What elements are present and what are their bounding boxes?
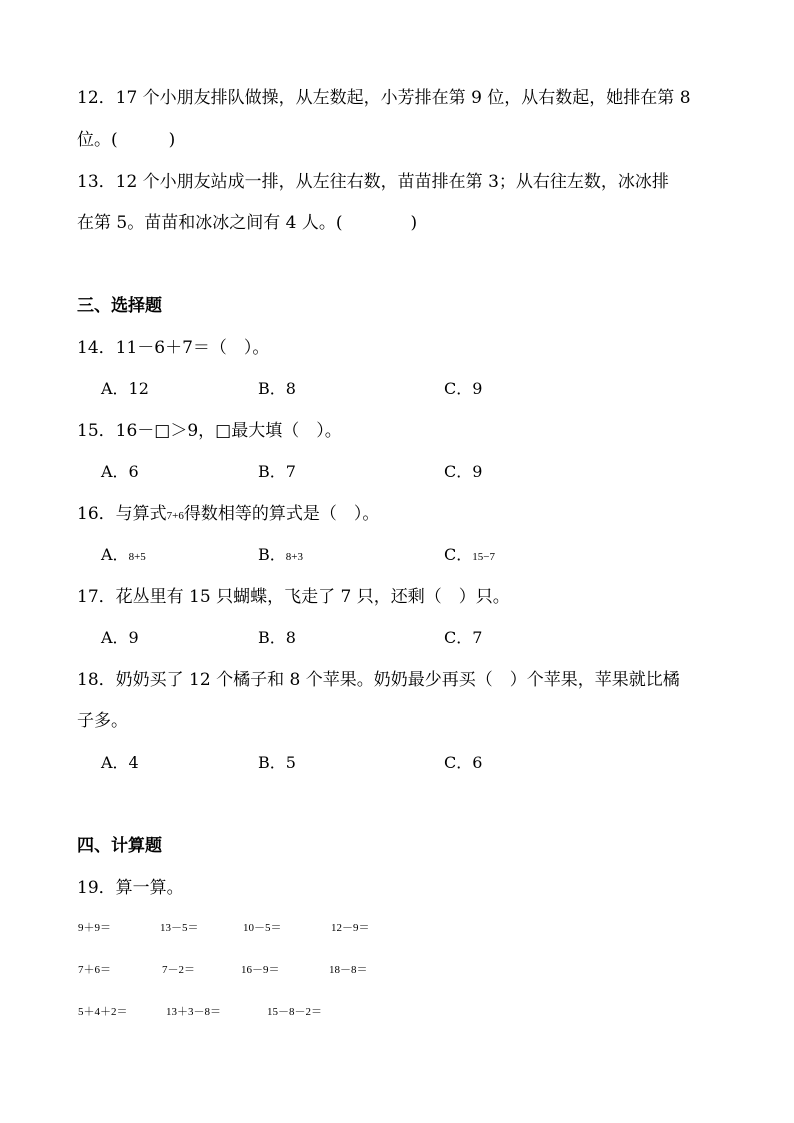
q14-option-c: C．9 bbox=[444, 379, 483, 398]
q14-stem: 14．11－6＋7＝（ ）。 bbox=[77, 338, 270, 358]
q17-option-c: C．7 bbox=[444, 628, 483, 647]
q12-line1: 12．17 个小朋友排队做操，从左数起，小芳排在第 9 位，从右数起，她排在第 8 bbox=[77, 88, 691, 108]
q18-line2: 子多。 bbox=[77, 711, 128, 731]
q17-option-a: A．9 bbox=[101, 628, 139, 647]
q13-line2: 在第 5。苗苗和冰冰之间有 4 人。( ) bbox=[77, 213, 418, 233]
q16-option-a bbox=[101, 545, 146, 567]
q16-option-b bbox=[258, 545, 303, 567]
q14-option-a: A．12 bbox=[101, 379, 149, 398]
q16-option-c-label: C． bbox=[444, 545, 473, 564]
q16-stem-suffix: 得数相等的算式是（ ）。 bbox=[183, 504, 380, 524]
q15-stem: 15．16－□＞9，□最大填（ ）。 bbox=[77, 421, 342, 441]
q16-option-a-expression: 8+5 bbox=[128, 551, 146, 563]
q14-option-b: B．8 bbox=[258, 379, 296, 398]
q18-option-b: B．5 bbox=[258, 753, 296, 772]
q16-option-c bbox=[444, 545, 495, 567]
calc-item: 10－5＝ bbox=[243, 922, 282, 934]
q18-option-c: C．6 bbox=[444, 753, 483, 772]
calc-item: 7＋6＝ bbox=[78, 964, 111, 976]
calc-item: 13－5＝ bbox=[160, 922, 199, 934]
q12-line2: 位。( ) bbox=[77, 130, 176, 150]
calc-item: 9＋9＝ bbox=[78, 922, 111, 934]
q16-option-c-expression: 15−7 bbox=[472, 551, 495, 563]
calc-item: 18－8＝ bbox=[329, 964, 368, 976]
q19-stem: 19．算一算。 bbox=[77, 878, 184, 898]
q16-option-a-label: A． bbox=[101, 545, 129, 564]
q17-stem: 17．花丛里有 15 只蝴蝶，飞走了 7 只，还剩（ ）只。 bbox=[77, 587, 510, 607]
q16-stem bbox=[77, 504, 379, 526]
q18-line1: 18．奶奶买了 12 个橘子和 8 个苹果。奶奶最少再买（ ）个苹果，苹果就比橘 bbox=[77, 670, 680, 690]
calc-item: 13＋3－8＝ bbox=[166, 1006, 221, 1018]
calc-item: 7－2＝ bbox=[162, 964, 195, 976]
calc-item: 5＋4＋2＝ bbox=[78, 1006, 128, 1018]
calc-item: 16－9＝ bbox=[241, 964, 280, 976]
section-3-heading: 三、选择题 bbox=[77, 296, 162, 316]
q13-line1: 13．12 个小朋友站成一排，从左往右数，苗苗排在第 3；从右往左数，冰冰排 bbox=[77, 172, 669, 192]
q18-option-a: A．4 bbox=[101, 753, 139, 772]
q16-option-b-expression: 8+3 bbox=[285, 551, 303, 563]
calc-item: 15－8－2＝ bbox=[267, 1006, 322, 1018]
q17-option-b: B．8 bbox=[258, 628, 296, 647]
q15-option-a: A．6 bbox=[101, 462, 139, 481]
q16-stem-prefix: 16．与算式 bbox=[77, 504, 167, 524]
section-4-heading: 四、计算题 bbox=[77, 836, 162, 856]
q15-option-b: B．7 bbox=[258, 462, 296, 481]
q16-stem-expression: 7+6 bbox=[166, 510, 184, 522]
q15-option-c: C．9 bbox=[444, 462, 483, 481]
calc-item: 12－9＝ bbox=[331, 922, 370, 934]
q16-option-b-label: B． bbox=[258, 545, 286, 564]
